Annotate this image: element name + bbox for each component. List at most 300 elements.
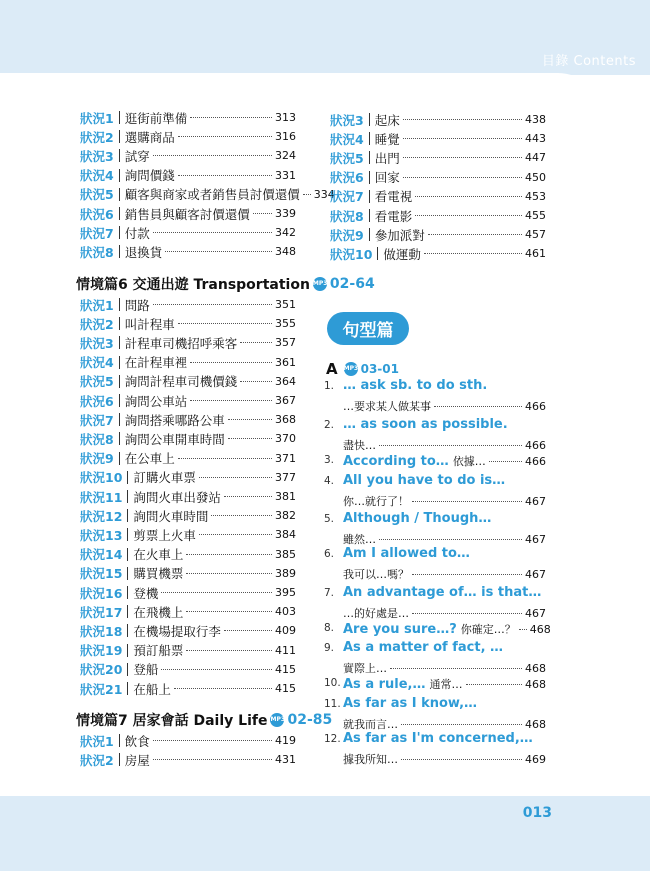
toc-entry xyxy=(330,187,546,206)
pattern-english: As far as I'm concerned,… xyxy=(343,731,533,746)
separator xyxy=(127,471,128,484)
toc-entry xyxy=(80,602,296,621)
pattern-number: 12. xyxy=(324,733,341,745)
section-6-heading xyxy=(76,274,375,294)
entry-title: 在機場提取行李 xyxy=(133,623,221,639)
toc-entry xyxy=(80,525,296,544)
situation-label: 狀況3 xyxy=(80,148,114,164)
situation-label: 狀況2 xyxy=(80,752,114,768)
pattern-page: 468 xyxy=(529,622,551,636)
situation-label: 狀況17 xyxy=(80,604,123,620)
leader-dots xyxy=(379,445,522,446)
separator xyxy=(127,644,128,657)
entry-title: 詢問搭乘哪路公車 xyxy=(124,412,225,428)
pattern-item xyxy=(324,546,546,582)
entry-title: 在火車上 xyxy=(133,547,184,563)
section-6-track: 02-64 xyxy=(329,276,375,292)
entry-title: 付款 xyxy=(124,225,150,241)
situation-label: 狀況5 xyxy=(330,150,364,166)
separator xyxy=(369,190,370,203)
entry-title: 逛街前準備 xyxy=(124,110,188,126)
entry-title: 房屋 xyxy=(124,752,150,768)
entry-title: 試穿 xyxy=(124,148,150,164)
leader-dots xyxy=(228,438,272,439)
entry-title: 預訂船票 xyxy=(133,643,184,659)
entry-page: 419 xyxy=(275,734,296,747)
separator xyxy=(127,509,128,522)
entry-page: 381 xyxy=(275,490,296,503)
pattern-line xyxy=(343,566,546,582)
entry-title: 登船 xyxy=(133,662,159,678)
situation-label: 狀況5 xyxy=(80,374,114,390)
toc-entry xyxy=(80,391,296,410)
pattern-number: 9. xyxy=(324,642,335,654)
entry-page: 453 xyxy=(525,189,546,203)
separator xyxy=(119,394,120,407)
situation-label: 狀況7 xyxy=(330,189,364,205)
entry-title: 剪票上火車 xyxy=(133,527,196,543)
toc-entry xyxy=(80,410,296,429)
separator xyxy=(119,452,120,465)
entry-title: 做運動 xyxy=(383,246,421,262)
entry-title: 起床 xyxy=(374,112,400,128)
separator xyxy=(119,245,120,258)
pattern-item xyxy=(324,620,551,638)
entry-page: 370 xyxy=(275,432,296,446)
pattern-chinese: 你確定…？ xyxy=(460,623,516,636)
situation-label: 狀況11 xyxy=(80,489,123,505)
separator xyxy=(369,151,370,164)
leader-dots xyxy=(403,177,522,178)
separator xyxy=(127,624,128,637)
separator xyxy=(119,413,120,426)
situation-label: 狀況21 xyxy=(80,681,123,697)
patterns-pill: 句型篇 xyxy=(327,312,409,345)
leader-dots xyxy=(434,406,522,407)
pattern-line xyxy=(343,398,546,414)
leader-dots xyxy=(403,119,522,120)
situation-label: 狀況7 xyxy=(80,412,114,428)
toc-entry xyxy=(80,372,296,391)
separator xyxy=(119,111,120,124)
entry-title: 顧客與商家或者銷售員討價還價 xyxy=(124,187,300,203)
toc-entry xyxy=(80,641,296,660)
separator xyxy=(119,375,120,388)
toc-entry xyxy=(330,168,546,187)
pattern-item xyxy=(324,640,546,676)
section-7-title: 情境篇7 居家會話 Daily Life xyxy=(76,713,268,729)
entry-page: 455 xyxy=(525,209,546,222)
leader-dots xyxy=(253,213,272,214)
leader-dots xyxy=(428,234,522,235)
pattern-line xyxy=(343,452,546,470)
toc-entry xyxy=(80,314,296,333)
separator xyxy=(119,317,120,330)
situation-label: 狀況10 xyxy=(80,470,123,486)
toc-entry xyxy=(330,129,546,148)
situation-label: 狀況4 xyxy=(80,355,114,371)
pattern-line xyxy=(343,660,546,676)
pattern-page: 468 xyxy=(525,661,546,675)
entry-page: 438 xyxy=(525,113,546,126)
pattern-number: 2. xyxy=(324,419,335,431)
separator xyxy=(119,226,120,239)
situation-label: 狀況20 xyxy=(80,662,123,678)
pattern-page: 469 xyxy=(525,752,546,766)
separator xyxy=(369,209,370,222)
separator xyxy=(119,298,120,311)
leader-dots xyxy=(199,534,272,535)
pattern-chinese: 雖然… xyxy=(343,533,376,546)
entry-title: 叫計程車 xyxy=(124,316,175,332)
separator xyxy=(119,356,120,369)
pattern-item xyxy=(324,585,546,621)
toc-entry xyxy=(80,295,296,314)
toc-entry xyxy=(80,545,296,564)
leader-dots xyxy=(190,362,272,363)
entry-title: 參加派對 xyxy=(374,227,425,243)
separator xyxy=(119,130,120,143)
leader-dots xyxy=(178,458,272,459)
pattern-page: 467 xyxy=(525,567,546,581)
toc-entry xyxy=(80,564,296,583)
entry-page: 331 xyxy=(275,168,296,182)
pattern-item xyxy=(324,473,546,509)
entry-page: 324 xyxy=(275,149,296,163)
situation-label: 狀況9 xyxy=(330,227,364,243)
separator xyxy=(127,605,128,618)
pattern-line xyxy=(343,620,551,638)
mp3-icon: MP3 xyxy=(344,362,358,376)
situation-label: 狀況18 xyxy=(80,623,123,639)
entry-page: 385 xyxy=(275,547,296,561)
leader-dots xyxy=(153,155,272,156)
pattern-line xyxy=(343,751,546,767)
pattern-english: … as soon as possible. xyxy=(343,417,508,432)
entry-title: 購買機票 xyxy=(133,566,184,582)
pattern-chinese: 實際上… xyxy=(343,662,387,675)
entry-page: 450 xyxy=(525,170,546,184)
separator xyxy=(369,132,370,145)
leader-dots xyxy=(186,573,272,574)
entry-page: 447 xyxy=(525,151,546,165)
pattern-english: Are you sure…? xyxy=(343,621,457,637)
pattern-page: 467 xyxy=(525,606,546,620)
separator xyxy=(127,567,128,580)
pattern-line xyxy=(343,531,546,547)
pattern-number: 1. xyxy=(324,380,335,392)
leader-dots xyxy=(466,684,522,685)
leader-dots xyxy=(211,515,272,516)
entry-title: 詢問價錢 xyxy=(124,168,175,184)
leader-dots xyxy=(303,194,311,195)
separator xyxy=(119,753,120,766)
mp3-icon: MP3 xyxy=(270,713,284,727)
pattern-item xyxy=(324,731,546,767)
pattern-item xyxy=(324,417,546,453)
pattern-number: 7. xyxy=(324,587,335,599)
toc-entry xyxy=(80,679,296,698)
pattern-number: 6. xyxy=(324,548,335,560)
leader-dots xyxy=(153,759,272,760)
entry-page: 351 xyxy=(275,298,296,311)
entry-title: 在船上 xyxy=(133,681,171,697)
entry-title: 詢問計程車司機價錢 xyxy=(124,374,238,390)
pattern-chinese: 據我所知… xyxy=(343,753,398,766)
leader-dots xyxy=(412,501,522,502)
situation-label: 狀況6 xyxy=(80,206,114,222)
separator xyxy=(119,207,120,220)
leader-dots xyxy=(240,342,272,343)
entry-page: 415 xyxy=(275,682,296,695)
situation-label: 狀況7 xyxy=(80,225,114,241)
entry-page: 334 xyxy=(313,187,335,201)
separator xyxy=(119,188,120,201)
leader-dots xyxy=(401,724,522,725)
situation-label: 狀況4 xyxy=(80,168,114,184)
leader-dots xyxy=(186,554,272,555)
separator xyxy=(127,586,128,599)
pattern-chinese: 依據… xyxy=(452,455,486,468)
separator xyxy=(119,149,120,162)
pattern-number: 3. xyxy=(324,454,335,466)
pattern-english: An advantage of… is that… xyxy=(343,585,542,600)
entry-page: 461 xyxy=(525,247,546,261)
section-7-track: 02-85 xyxy=(287,712,333,728)
leader-dots xyxy=(161,592,272,593)
page-number: 013 xyxy=(522,805,552,821)
leader-dots xyxy=(186,650,272,651)
situation-label: 狀況9 xyxy=(80,451,114,467)
entry-title: 登機 xyxy=(133,585,159,601)
entry-page: 431 xyxy=(275,753,296,767)
separator xyxy=(127,663,128,676)
pattern-chinese: …要求某人做某事 xyxy=(343,400,431,413)
entry-page: 348 xyxy=(275,245,296,259)
pattern-item xyxy=(324,696,546,732)
entry-page: 415 xyxy=(275,662,296,676)
toc-entry xyxy=(80,487,296,506)
mp3-icon: MP3 xyxy=(313,277,327,291)
pattern-chinese: 你…就行了！ xyxy=(343,495,409,508)
toc-entry xyxy=(80,185,335,204)
leader-dots xyxy=(240,381,272,382)
entry-page: 411 xyxy=(275,643,296,657)
pattern-line xyxy=(343,716,546,732)
situation-label: 狀況2 xyxy=(80,129,114,145)
pattern-line xyxy=(343,493,546,509)
toc-entry xyxy=(80,166,296,185)
leader-dots xyxy=(165,251,272,252)
pattern-chinese: 盡快… xyxy=(343,439,376,452)
pattern-page: 468 xyxy=(525,717,546,731)
separator xyxy=(369,113,370,126)
pattern-english: As a matter of fact, … xyxy=(343,640,504,655)
toc-entry xyxy=(330,110,546,129)
pattern-english: As a rule,… xyxy=(343,676,426,692)
top-band xyxy=(0,0,650,75)
toc-entry xyxy=(80,449,296,468)
leader-dots xyxy=(190,400,272,401)
leader-dots xyxy=(415,215,522,216)
entry-title: 訂購火車票 xyxy=(133,470,196,486)
entry-title: 看電影 xyxy=(374,208,413,224)
leader-dots xyxy=(424,253,522,254)
leader-dots xyxy=(390,668,522,669)
entry-page: 342 xyxy=(275,226,296,240)
situation-label: 狀況6 xyxy=(330,170,364,186)
pattern-line xyxy=(343,605,546,621)
entry-title: 看電視 xyxy=(374,189,413,205)
leader-dots xyxy=(401,759,522,760)
pattern-chinese: …的好處是… xyxy=(343,607,409,620)
section-7-heading xyxy=(76,710,332,730)
entry-page: 339 xyxy=(275,207,296,220)
entry-title: 睡覺 xyxy=(374,131,400,147)
toc-entry xyxy=(80,108,296,127)
entry-page: 395 xyxy=(275,586,296,599)
separator xyxy=(119,734,120,747)
situation-label: 狀況1 xyxy=(80,733,114,749)
leader-dots xyxy=(224,630,272,631)
situation-label: 狀況16 xyxy=(80,585,123,601)
leader-dots xyxy=(379,539,522,540)
separator xyxy=(127,682,128,695)
pattern-number: 11. xyxy=(324,698,341,710)
leader-dots xyxy=(228,419,272,420)
situation-label: 狀況15 xyxy=(80,566,123,582)
leader-dots xyxy=(519,629,527,630)
leader-dots xyxy=(190,117,272,118)
entry-page: 316 xyxy=(275,130,296,144)
pattern-item xyxy=(324,675,546,693)
leader-dots xyxy=(186,611,272,612)
pattern-chinese: 就我而言… xyxy=(343,718,398,731)
pattern-number: 10. xyxy=(324,677,341,689)
entry-page: 377 xyxy=(275,470,296,484)
leader-dots xyxy=(489,461,522,462)
toc-entry xyxy=(330,206,546,225)
leader-dots xyxy=(403,157,522,158)
entry-title: 銷售員與顧客討價還價 xyxy=(124,206,250,222)
pattern-page: 466 xyxy=(525,454,546,468)
separator xyxy=(119,169,120,182)
patterns-track: 03-01 xyxy=(360,362,399,376)
pattern-page: 467 xyxy=(525,532,546,546)
toc-entry xyxy=(80,506,296,525)
entry-page: 313 xyxy=(275,111,296,124)
pattern-number: 8. xyxy=(324,622,335,634)
letter-a: A xyxy=(326,360,338,378)
toc-entry xyxy=(80,429,296,448)
situation-label: 狀況3 xyxy=(330,112,364,128)
situation-label: 狀況8 xyxy=(330,208,364,224)
entry-page: 371 xyxy=(275,451,296,465)
leader-dots xyxy=(178,136,272,137)
entry-page: 367 xyxy=(275,394,296,407)
toc-entry xyxy=(330,244,546,263)
toc-entry xyxy=(80,333,296,352)
situation-label: 狀況10 xyxy=(330,246,373,262)
situation-label: 狀況12 xyxy=(80,508,123,524)
entry-title: 回家 xyxy=(374,170,400,186)
entry-page: 364 xyxy=(275,374,296,388)
entry-page: 457 xyxy=(525,228,546,242)
pattern-english: Although / Though… xyxy=(343,511,492,526)
pattern-line xyxy=(343,437,546,453)
pattern-item xyxy=(324,378,546,414)
leader-dots xyxy=(199,477,272,478)
entry-title: 在飛機上 xyxy=(133,604,184,620)
situation-label: 狀況6 xyxy=(80,393,114,409)
toc-entry xyxy=(330,225,546,244)
entry-page: 361 xyxy=(275,355,296,369)
entry-title: 在計程車裡 xyxy=(124,355,188,371)
entry-title: 選購商品 xyxy=(124,129,175,145)
entry-page: 357 xyxy=(275,336,296,350)
separator xyxy=(377,247,378,260)
situation-label: 狀況3 xyxy=(80,335,114,351)
situation-label: 狀況14 xyxy=(80,547,123,563)
pattern-english: As far as I know,… xyxy=(343,696,478,711)
entry-title: 計程車司機招呼乘客 xyxy=(124,335,238,351)
toc-entry xyxy=(80,242,296,261)
leader-dots xyxy=(153,232,272,233)
pattern-item xyxy=(324,511,546,547)
pattern-item xyxy=(324,452,546,470)
entry-page: 403 xyxy=(275,605,296,619)
bottom-band xyxy=(0,796,650,871)
patterns-letter-heading xyxy=(326,360,399,378)
leader-dots xyxy=(412,574,522,575)
toc-entry xyxy=(80,468,296,487)
pattern-chinese: 通常… xyxy=(429,678,463,691)
toc-entry xyxy=(80,353,296,372)
separator xyxy=(127,548,128,561)
pattern-chinese: 我可以…嗎？ xyxy=(343,568,409,581)
entry-page: 443 xyxy=(525,132,546,146)
entry-page: 368 xyxy=(275,413,296,427)
situation-label: 狀況1 xyxy=(80,297,114,313)
entry-title: 詢問火車時間 xyxy=(133,508,209,524)
entry-title: 詢問公車開車時間 xyxy=(124,431,225,447)
entry-page: 355 xyxy=(275,317,296,331)
situation-label: 狀況5 xyxy=(80,187,114,203)
pattern-english: … ask sb. to do sth. xyxy=(343,378,488,393)
entry-page: 389 xyxy=(275,566,296,580)
toc-entry xyxy=(80,731,296,750)
situation-label: 狀況4 xyxy=(330,131,364,147)
toc-entry xyxy=(80,223,296,242)
leader-dots xyxy=(153,740,272,741)
leader-dots xyxy=(174,688,272,689)
entry-title: 出門 xyxy=(374,150,400,166)
leader-dots xyxy=(178,323,272,324)
entry-page: 384 xyxy=(275,528,296,542)
separator xyxy=(369,228,370,241)
leader-dots xyxy=(178,175,272,176)
pattern-english: Am I allowed to… xyxy=(343,546,470,561)
entry-title: 飲食 xyxy=(124,733,150,749)
toc-entry xyxy=(80,127,296,146)
separator xyxy=(119,432,120,445)
situation-label: 狀況19 xyxy=(80,643,123,659)
separator xyxy=(127,528,128,541)
entry-page: 382 xyxy=(275,509,296,523)
pattern-number: 5. xyxy=(324,513,335,525)
toc-entry xyxy=(330,148,546,167)
pattern-line xyxy=(343,675,546,693)
